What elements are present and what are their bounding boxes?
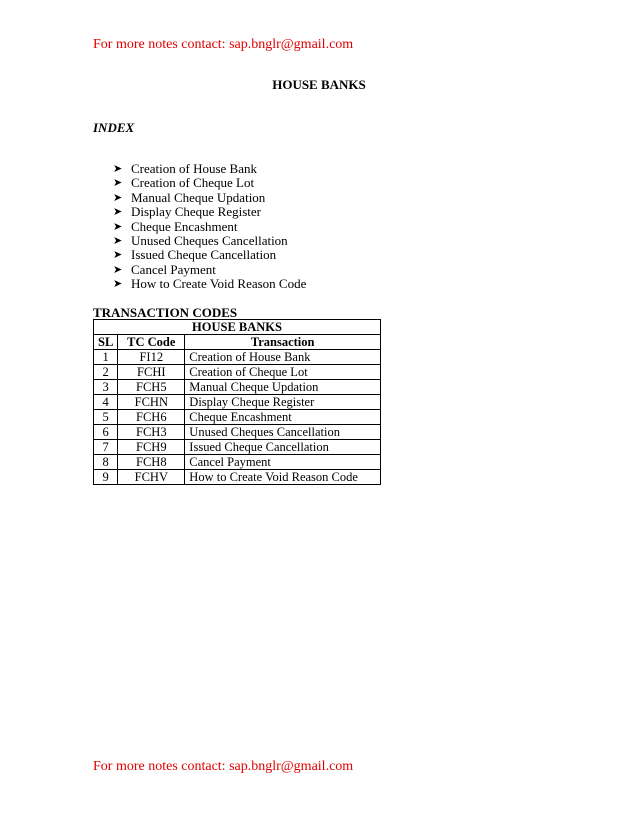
index-heading: INDEX <box>93 120 135 135</box>
table-row <box>94 395 381 410</box>
cell-transaction: Issued Cheque Cancellation <box>185 440 381 455</box>
list-item-label: Unused Cheques Cancellation <box>131 232 288 248</box>
cell-tc-code: FCH8 <box>118 455 185 470</box>
arrowhead-bullet-icon: ➤ <box>113 219 123 233</box>
arrowhead-bullet-icon: ➤ <box>113 162 123 175</box>
cell-transaction: Manual Cheque Updation <box>185 380 381 395</box>
footer-contact-note: For more notes contact: sap.bnglr@gmail.com <box>93 759 354 774</box>
cell-transaction: Unused Cheques Cancellation <box>185 425 381 440</box>
cell-tc-code: FCH3 <box>118 425 185 440</box>
list-item-label: Manual Cheque Updation <box>131 189 266 205</box>
list-item <box>113 263 306 277</box>
cell-sl: 8 <box>94 455 118 470</box>
column-header-transaction: Transaction <box>185 335 381 350</box>
cell-tc-code: FI12 <box>118 350 185 365</box>
cell-transaction: Creation of Cheque Lot <box>185 365 381 380</box>
cell-tc-code: FCH5 <box>118 380 185 395</box>
cell-sl: 9 <box>94 470 118 485</box>
column-header-sl: SL <box>94 335 118 350</box>
list-item-label: Display Cheque Register <box>131 204 261 220</box>
cell-sl: 5 <box>94 410 118 425</box>
table-row <box>94 455 381 470</box>
cell-tc-code: FCH6 <box>118 410 185 425</box>
list-item-label: How to Create Void Reason Code <box>131 276 307 292</box>
arrowhead-bullet-icon: ➤ <box>113 233 123 247</box>
page-title <box>0 77 638 93</box>
list-item-label: Issued Cheque Cancellation <box>131 247 277 263</box>
table-row <box>94 440 381 455</box>
list-item <box>113 162 306 176</box>
cell-sl: 1 <box>94 350 118 365</box>
cell-transaction: Display Cheque Register <box>185 395 381 410</box>
cell-transaction: Cancel Payment <box>185 455 381 470</box>
list-item <box>113 248 306 262</box>
cell-sl: 7 <box>94 440 118 455</box>
cell-sl: 3 <box>94 380 118 395</box>
list-item-label: Creation of Cheque Lot <box>131 175 255 191</box>
list-item <box>113 277 306 291</box>
list-item <box>113 205 306 219</box>
index-list <box>113 162 306 292</box>
table-row <box>94 350 381 365</box>
arrowhead-bullet-icon: ➤ <box>113 205 123 219</box>
arrowhead-bullet-icon: ➤ <box>113 248 123 262</box>
table-row <box>94 365 381 380</box>
cell-transaction: How to Create Void Reason Code <box>185 470 381 485</box>
cell-tc-code: FCHI <box>118 365 185 380</box>
table-title-row <box>94 320 381 335</box>
cell-transaction: Cheque Encashment <box>185 410 381 425</box>
arrowhead-bullet-icon: ➤ <box>113 176 123 190</box>
table-row <box>94 425 381 440</box>
list-item-label: Cancel Payment <box>131 261 216 277</box>
table-row <box>94 380 381 395</box>
cell-tc-code: FCHV <box>118 470 185 485</box>
arrowhead-bullet-icon: ➤ <box>113 190 123 204</box>
column-header-tc-code: TC Code <box>118 335 185 350</box>
table-title: HOUSE BANKS <box>94 320 381 335</box>
arrowhead-bullet-icon: ➤ <box>113 277 123 291</box>
cell-sl: 4 <box>94 395 118 410</box>
list-item <box>113 191 306 205</box>
cell-sl: 2 <box>94 365 118 380</box>
cell-tc-code: FCH9 <box>118 440 185 455</box>
list-item <box>113 176 306 190</box>
table-row <box>94 410 381 425</box>
list-item-label: Cheque Encashment <box>131 218 238 234</box>
cell-transaction: Creation of House Bank <box>185 350 381 365</box>
cell-tc-code: FCHN <box>118 395 185 410</box>
list-item <box>113 234 306 248</box>
arrowhead-bullet-icon: ➤ <box>113 262 123 276</box>
cell-sl: 6 <box>94 425 118 440</box>
list-item-label: Creation of House Bank <box>131 161 258 176</box>
page-title-text: HOUSE BANKS <box>272 77 366 92</box>
list-item <box>113 220 306 234</box>
header-contact-note: For more notes contact: sap.bnglr@gmail.com <box>93 37 354 52</box>
transaction-codes-heading: TRANSACTION CODES <box>93 305 238 320</box>
transaction-codes-table <box>93 319 381 485</box>
table-header-row <box>94 335 381 350</box>
table-row <box>94 470 381 485</box>
